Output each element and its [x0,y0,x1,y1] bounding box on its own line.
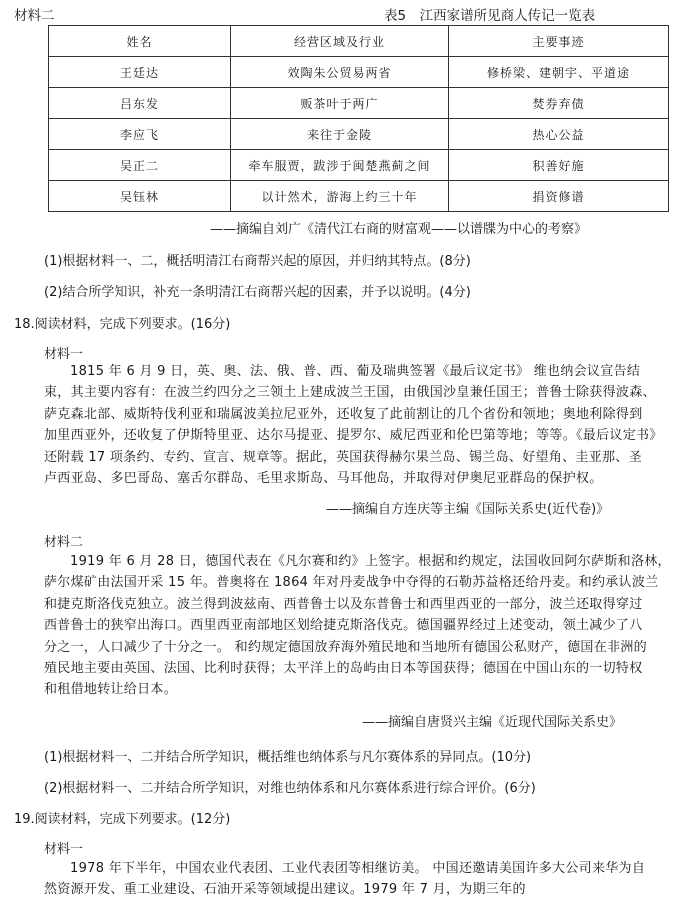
cell-region: 来往于金陵 [231,119,449,150]
q18-material-two-text [44,551,672,701]
cell-name: 李应飞 [49,119,231,150]
text-line: 殖民地主要由英国、法国、比利时获得；太平洋上的岛屿由日本等国获得；德国在中国山东的一切特权 [44,661,643,677]
table-header-row [49,26,669,57]
text-line: 萨尔煤矿由法国开采 15 年。普奥将在 1864 年对丹麦战争中夺得的石勒苏益格还给丹麦。和约承认波兰 [44,575,659,591]
text-line: 1815 年 6 月 9 日，英、奥、法、俄、普、西、葡及瑞典签署《最后议定书》 维也纳会议宣告结 [70,364,641,379]
table-row [49,57,669,88]
cell-name: 吴钰林 [49,181,231,212]
q18-material-one-text [44,361,672,489]
cell-name: 王廷达 [49,57,231,88]
text-line: 加里西亚外，还收复了伊斯特里亚、达尔马提亚、提罗尔、威尼西亚和伦巴第等地；等等。《最后议定书》 [44,428,663,444]
cell-region: 牵车服贾，跋涉于闽楚燕蓟之间 [231,150,449,181]
table-row [49,119,669,150]
text-line: 西普鲁士的狭窄出海口。西里西亚南部地区划给捷克斯洛伐克。德国疆界经过上述变动，领土减少了八 [44,618,643,634]
q19-material-one-text [44,858,672,901]
text-line: 束，其主要内容有：在波兰约四分之三领土上建成波兰王国，由俄国沙皇兼任国王；普鲁士除获得波森、 [44,385,656,401]
cell-deeds: 积善好施 [449,150,669,181]
cell-region: 效陶朱公贸易两省 [231,57,449,88]
col-header-name: 姓名 [49,26,231,57]
merchant-table [48,25,669,212]
q18-material-one-source: ——摘编自方连庆等主编《国际关系史(近代卷)》 [326,502,610,517]
question-19-heading: 19.阅读材料，完成下列要求。(12分) [14,812,231,827]
text-line: 和捷克斯洛伐克独立。波兰得到波兹南、西普鲁士以及东普鲁士和西里西亚的一部分，波兰还取得穿过 [44,596,643,612]
text-line: 1919 年 6 月 28 日，德国代表在《凡尔赛和约》上签字。根据和约规定，法国收回阿尔萨斯和洛林， [70,554,671,569]
text-line: 分之一，人口减少了十分之一。 和约规定德国放弃海外殖民地和当地所有德国公私财产，德国在非洲的 [44,639,647,655]
text-line: 卢西亚岛、多巴哥岛、塞舌尔群岛、毛里求斯岛、马耳他岛，并取得对伊奥尼亚群岛的保护权。 [44,471,603,487]
table-title: 表5 江西家谱所见商人传记一览表 [384,8,596,24]
col-header-region: 经营区域及行业 [231,26,449,57]
table-row [49,150,669,181]
question-18-heading: 18.阅读材料，完成下列要求。(16分) [14,317,231,332]
q19-material-one-label: 材料一 [44,842,84,857]
table-row [49,181,669,212]
table-source: ——摘编自刘广《清代江右商的财富观——以谱牒为中心的考察》 [210,222,588,237]
text-line: 和租借地转让给日本。 [44,682,178,698]
q18-material-one-label: 材料一 [44,347,84,362]
cell-name: 吕东发 [49,88,231,119]
question-18-1: (1)根据材料一、二并结合所学知识，概括维也纳体系与凡尔赛体系的异同点。(10分) [44,750,532,765]
table-row [49,88,669,119]
material-two-label: 材料二 [14,8,55,24]
text-line: 1978 年下半年，中国农业代表团、工业代表团等相继访美。 中国还邀请美国许多大公司来华为自 [70,861,646,876]
text-line: 然资源开发、重工业建设、石油开采等领域提出建议。1979 年 7 月，为期三年的 [44,882,526,898]
text-line: 萨克森北部、威斯特伐利亚和瑞属波美拉尼亚外，还收复了此前割让的几个省份和领地；奥地利除得到 [44,406,643,422]
cell-deeds: 捐资修谱 [449,181,669,212]
question-17-1: (1)根据材料一、二，概括明清江右商帮兴起的原因，并归纳其特点。(8分) [44,254,471,269]
cell-deeds: 热心公益 [449,119,669,150]
cell-deeds: 修桥梁、建朝宇、平道途 [449,57,669,88]
cell-region: 贩茶叶于两广 [231,88,449,119]
text-line: 还附载 17 项条约、专约、宣言、规章等。据此，英国获得赫尔果兰岛、锡兰岛、好望角、圭亚那、圣 [44,449,642,465]
question-17-2: (2)结合所学知识，补充一条明清江右商帮兴起的因素，并予以说明。(4分) [44,285,471,300]
cell-name: 吴正二 [49,150,231,181]
cell-region: 以计然术，游海上约三十年 [231,181,449,212]
q18-material-two-source: ——摘编自唐贤兴主编《近现代国际关系史》 [362,715,623,730]
col-header-deeds: 主要事迹 [449,26,669,57]
question-18-2: (2)根据材料一、二并结合所学知识，对维也纳体系和凡尔赛体系进行综合评价。(6分) [44,781,536,796]
cell-deeds: 焚券弃债 [449,88,669,119]
q18-material-two-label: 材料二 [44,535,84,550]
